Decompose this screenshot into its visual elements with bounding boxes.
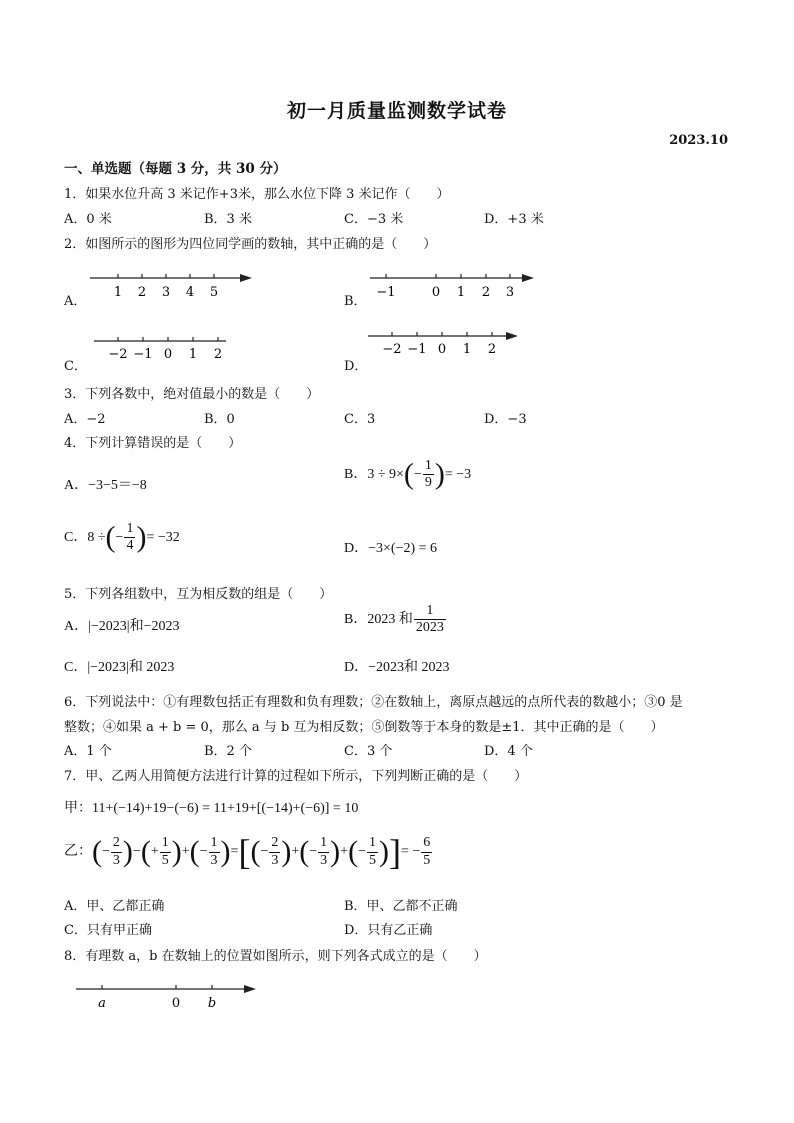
q7-yi-frac-2 <box>160 835 171 868</box>
number-line-d <box>366 326 522 362</box>
q4-option-c: C．8 ÷(− $\frac{1}{4}$ )= −32 <box>64 520 180 554</box>
q2-option-b: B． <box>344 294 367 309</box>
q5-b-numerator: 1 <box>414 603 446 620</box>
q4-option-a: A．−3−5＝−8 <box>64 478 147 493</box>
page-title: 初一月质量监测数学试卷 <box>286 100 507 122</box>
axis-a-tick-1: 1 <box>113 285 123 300</box>
q7-yi-frac-1-den: 3 <box>112 852 120 868</box>
q4-b-numerator: 1 <box>423 458 434 475</box>
q4-c-denominator: 4 <box>126 538 134 554</box>
q6-line-2: 整数；④如果 a + b = 0，那么 a 与 b 互为相反数；⑤倒数等于本身的数是±1．其中正确的是（ ） <box>64 720 664 735</box>
q7-yi-result-num: 6 <box>421 835 432 852</box>
q4-c-lparen: ( <box>105 520 116 554</box>
q7-yi-frac-3 <box>209 835 220 868</box>
q5-option-a: A．|−2023|和−2023 <box>64 619 180 634</box>
axis-b-tick-1: −1 <box>376 285 396 300</box>
q4-stem: 4．下列计算错误的是（ ） <box>64 436 242 451</box>
q7-yi-frac-3-num: 1 <box>209 835 220 852</box>
q7-yi-frac-5-num: 1 <box>318 835 329 852</box>
q4-b-prefix: B．3 ÷ 9× <box>344 466 404 482</box>
axis-d-tick-3: 0 <box>437 342 447 357</box>
q4-b-suffix: = −3 <box>444 466 472 482</box>
number-line-b <box>368 268 538 304</box>
q3-option-c: C．3 <box>344 412 376 427</box>
axis-c-tick-2: −1 <box>133 347 153 362</box>
q3-stem: 3．下列各数中，绝对值最小的数是（ ） <box>64 387 320 402</box>
q6-option-b: B．2 个 <box>204 744 252 759</box>
q4-option-d: D．−3×(−2) = 6 <box>344 541 438 556</box>
axis-b-tick-3: 1 <box>456 285 466 300</box>
q7-yi-frac-4-den: 3 <box>271 852 279 868</box>
q6-option-c: C．3 个 <box>344 744 393 759</box>
q6-option-d: D．4 个 <box>484 744 533 759</box>
q7-yi-result-den: 5 <box>423 852 431 868</box>
q4-c-prefix: C．8 ÷ <box>64 529 106 545</box>
q4-b-fraction <box>423 458 434 491</box>
number-line-c <box>92 332 232 366</box>
q7-yi-label: 乙： <box>64 844 92 860</box>
axis-a-tick-2: 2 <box>137 285 147 300</box>
q7-jia-calculation: 甲：11+(−14)+19−(−6) = 11+19+[(−14)+(−6)] = 10 <box>64 801 359 816</box>
axis-d-tick-2: −1 <box>407 342 427 357</box>
q3-option-b: B．0 <box>204 412 235 427</box>
q5-option-d: D．−2023和 2023 <box>344 660 450 675</box>
q4-c-rparen: ) <box>136 520 147 554</box>
q5-stem: 5．下列各组数中，互为相反数的组是（ ） <box>64 587 333 602</box>
q5-option-c: C．|−2023|和 2023 <box>64 660 175 675</box>
axis-a-tick-3: 3 <box>161 285 171 300</box>
axis-c-tick-4: 1 <box>188 347 198 362</box>
q4-c-suffix: = −32 <box>146 529 180 545</box>
q7-option-d: D．只有乙正确 <box>344 923 433 938</box>
q5-b-fraction <box>414 603 446 636</box>
q4-option-b: B．3 ÷ 9×(− $\frac{1}{9}$ )= −3 <box>344 457 472 491</box>
q7-yi-calculation: 乙：(− $\frac{2}{3}$ )−(+ $\frac{1}{5}$ )+(− $\frac{1}{3}$ )=[(− $\frac{2}{3}$ )+(− $\frac{1}{3}$ )+(− $\frac{1}{5}$ )]= − $\frac{6}{5}$ <box>64 832 431 872</box>
axis-c-tick-3: 0 <box>163 347 173 362</box>
q7-yi-frac-6-den: 5 <box>368 852 376 868</box>
q5-b-denominator: 2023 <box>415 620 444 636</box>
q4-b-lparen: ( <box>403 457 414 491</box>
q1-option-d: D．+3 米 <box>484 212 544 227</box>
q1-stem: 1．如果水位升高 3 米记作+3米，那么水位下降 3 米记作（ ） <box>64 187 450 202</box>
q7-option-c: C．只有甲正确 <box>64 923 152 938</box>
q1-option-a: A．0 米 <box>64 212 112 227</box>
q5-option-b <box>344 603 447 636</box>
q1-option-c: C．−3 米 <box>344 212 404 227</box>
q3-option-d: D．−3 <box>484 412 527 427</box>
axis-b-tick-4: 2 <box>481 285 491 300</box>
q7-option-b: B．甲、乙都不正确 <box>344 899 458 914</box>
q7-stem: 7．甲、乙两人用简便方法进行计算的过程如下所示，下列判断正确的是（ ） <box>64 769 528 784</box>
q2-option-d: D． <box>344 359 368 374</box>
q8-stem: 8．有理数 a，b 在数轴上的位置如图所示，则下列各式成立的是（ ） <box>64 949 487 964</box>
axis-d-tick-4: 1 <box>462 342 472 357</box>
q2-option-c: C． <box>64 359 87 374</box>
q8-point-b: b <box>207 996 217 1011</box>
q6-line-1: 6．下列说法中：①有理数包括正有理数和负有理数；②在数轴上，离原点越远的点所代表的数越小；③0 是 <box>64 695 683 710</box>
number-line-a <box>88 268 254 304</box>
q6-option-a: A．1 个 <box>64 744 112 759</box>
q4-b-rparen: ) <box>434 457 445 491</box>
q7-yi-frac-4-num: 2 <box>269 835 280 852</box>
section-heading: 一、单选题（每题 3 分，共 30 分） <box>64 161 287 177</box>
axis-c-tick-5: 2 <box>213 347 223 362</box>
q8-number-line <box>74 980 260 1014</box>
q3-option-a: A．−2 <box>64 412 106 427</box>
q7-yi-frac-3-den: 3 <box>210 852 218 868</box>
axis-c-tick-1: −2 <box>108 347 128 362</box>
q4-c-fraction <box>124 521 135 554</box>
q8-origin: 0 <box>171 996 181 1011</box>
axis-b-tick-5: 3 <box>505 285 515 300</box>
q7-yi-frac-1-num: 2 <box>111 835 122 852</box>
q4-c-numerator: 1 <box>124 521 135 538</box>
q5-b-prefix: B．2023 和 <box>344 611 413 627</box>
q2-stem: 2．如图所示的图形为四位同学画的数轴，其中正确的是（ ） <box>64 237 437 252</box>
axis-a-tick-5: 5 <box>209 285 219 300</box>
axis-b-tick-2: 0 <box>431 285 441 300</box>
q7-yi-frac-1 <box>111 835 122 868</box>
q4-b-denominator: 9 <box>424 475 432 491</box>
q8-point-a: a <box>98 996 106 1011</box>
exam-date: 2023.10 <box>669 133 728 148</box>
q1-option-b: B．3 米 <box>204 212 252 227</box>
q7-yi-frac-6-num: 1 <box>367 835 378 852</box>
q7-yi-frac-2-den: 5 <box>161 852 169 868</box>
q7-yi-frac-2-num: 1 <box>160 835 171 852</box>
axis-d-tick-1: −2 <box>382 342 402 357</box>
axis-a-tick-4: 4 <box>185 285 195 300</box>
q2-option-a: A． <box>64 294 87 309</box>
q7-yi-frac-5-den: 3 <box>320 852 328 868</box>
q7-option-a: A．甲、乙都正确 <box>64 899 165 914</box>
q7-yi-result <box>421 835 432 868</box>
axis-d-tick-5: 2 <box>487 342 497 357</box>
